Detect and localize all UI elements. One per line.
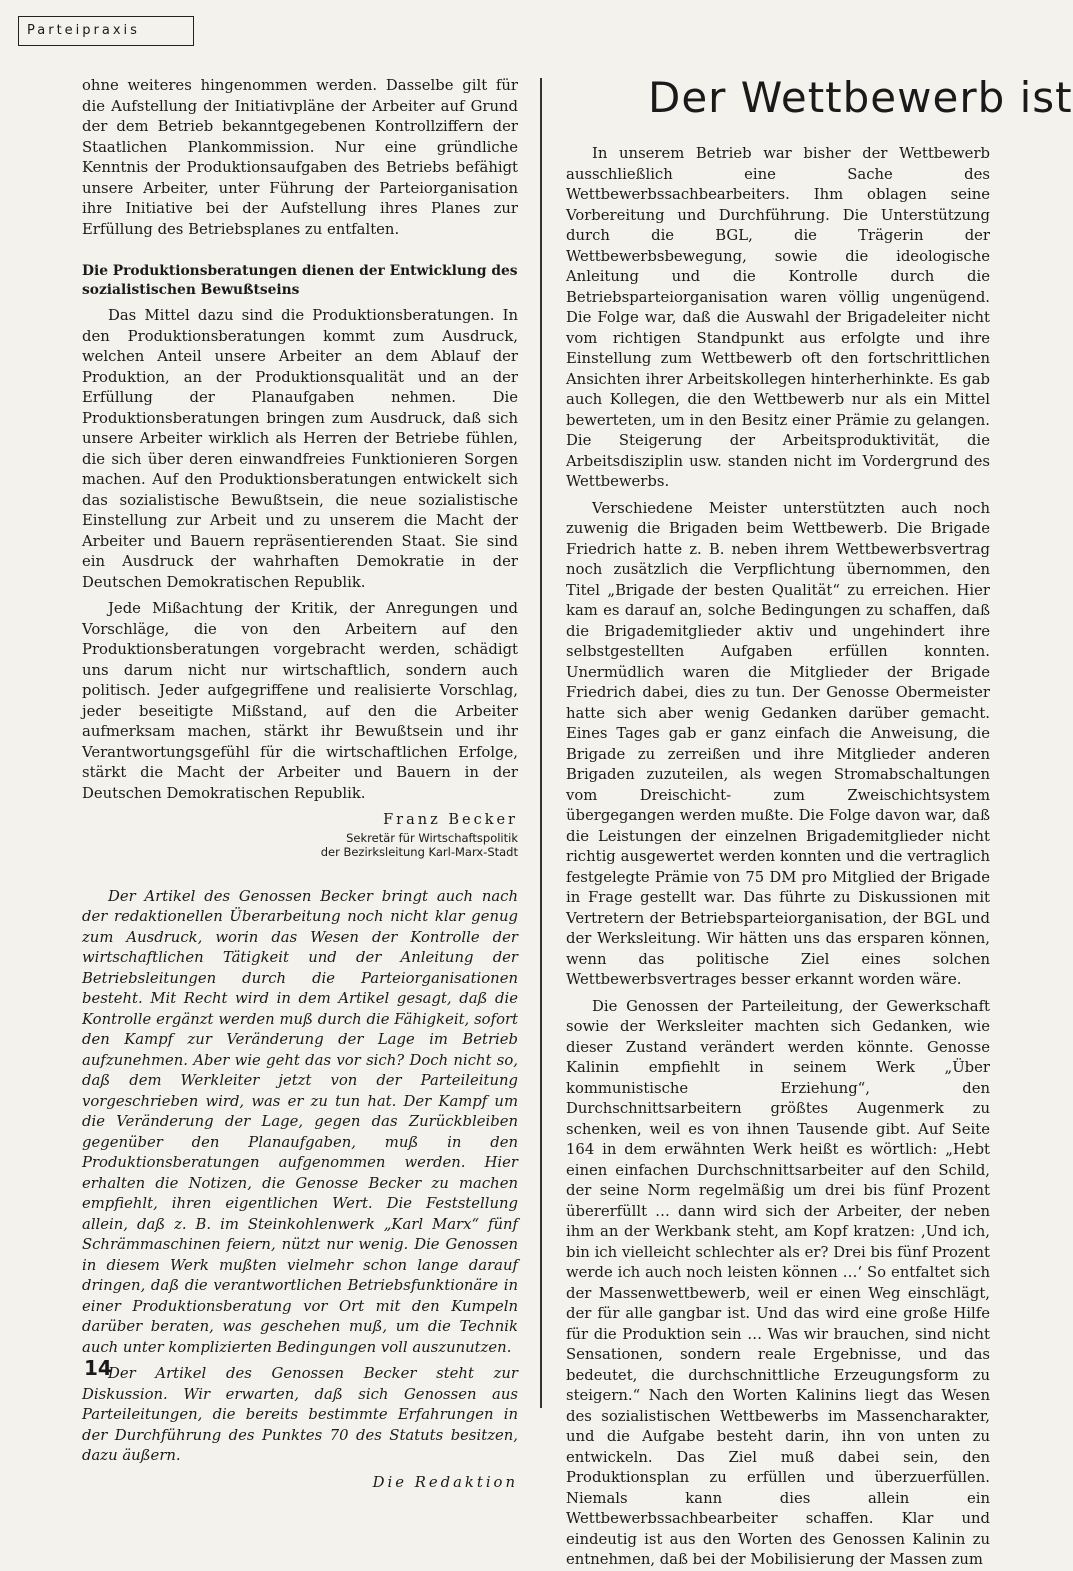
- editorial-signoff: Die Redaktion: [372, 1473, 518, 1491]
- body-paragraph: Verschiedene Meister unterstützten auch noch zuwenig die Brigaden beim Wettbewerb. Die Brigade Friedrich hatte z. B. neben ihrem Wettbewerbsvertrag noch zusätzlich die Verpflichtung übernommen, den Titel „Brigade der besten Qualität“ zu erreichen. Hier kam es darauf an, solche Bedingungen zu schaffen, daß die Brigademitglieder aktiv und ungehindert ihre selbstgestellten Aufgaben erfüllen konnten. Unermüdlich waren die Mitglieder der Brigade Friedrich dabei, dies zu tun. Der Genosse Obermeister hatte sich aber wenig Gedanken darüber gemacht. Eines Tages gab er ganz einfach die Anweisung, die Brigade zu zerreißen und ihre Mitglieder anderen Brigaden zuzuteilen, als wegen Stromabschaltungen vom Dreischicht- zum Zweischichtsystem übergegangen werden mußte. Die Folge davon war, daß die Leistungen der einzelnen Brigademitglieder nicht richtig ausgewertet werden konnten und die vertraglich festgelegte Prämie von 75 DM pro Mitglied der Brigade in Frage gestellt war. Das führte zu Diskussionen mit Vertretern der Betriebsparteiorganisation, der BGL und der Werksleitung. Wir hätten uns das ersparen können, wenn das politische Ziel eines solchen Wettbewerbsvertrages besser erkannt worden wäre.: [566, 499, 990, 988]
- left-column: [82, 76, 518, 1493]
- page-number: 14: [84, 1356, 112, 1380]
- section-header: Parteipraxis: [18, 16, 194, 46]
- editorial-note: [82, 887, 518, 1494]
- intro-paragraph: ohne weiteres hingenommen werden. Dasselbe gilt für die Aufstellung der Initiativpläne der Arbeiter auf Grund der dem Betrieb bekanntgegebenen Kontrollziffern der Staatlichen Plankommission. Nur eine gründliche Kenntnis der Produktionsaufgaben des Betriebs befähigt unsere Arbeiter, unter Führung der Parteiorganisation ihre Initiative bei der Aufstellung ihres Planes zur Erfüllung des Betriebsplanes zu entfalten.: [82, 77, 518, 238]
- column-divider: [540, 78, 542, 1408]
- body-paragraph: Die Genossen der Parteileitung, der Gewerkschaft sowie der Werksleiter machten sich Gedanken, wie dieser Zustand verändert werden könnte. Genosse Kalinin empfiehlt in seinem Werk „Über kommunistische Erziehung“, den Durchschnittsarbeitern größtes Augenmerk zu schenken, weil es von ihnen Tausende gibt. Auf Seite 164 in dem erwähnten Werk heißt es wörtlich: „Hebt einen einfachen Durchschnittsarbeiter auf den Schild, der seine Norm regelmäßig um drei bis fünf Prozent übererfüllt … dann wird sich der Arbeiter, der neben ihm an der Werkbank steht, am Kopf kratzen: ‚Und ich, bin ich vielleicht schlechter als er? Drei bis fünf Prozent werde ich auch noch leisten können …‘ So entfaltet sich der Massenwettbewerb, weil er einen Weg einschlägt, der für alle gangbar ist. Und das wird eine große Hilfe für die Produktion sein … Was wir brauchen, sind nicht Sensationen, sondern reale Ergebnisse, und das bedeutet, die durchschnittliche Erzeugungsform zu steigern.“ Nach den Worten Kalinins liegt das Wesen des sozialistischen Wettbewerbs im Massencharakter, und die Aufgabe besteht darin, ihn von unten zu entwickeln. Das Ziel muß dabei sein, den Produktionsplan zu erfüllen und überzuerfüllen. Niemals kann dies allein ein Wettbewerbssachbearbeiter schaffen. Klar und eindeutig ist aus den Worten des Genossen Kalinin zu entnehmen, daß bei der Mobilisierung der Massen zum: [566, 997, 990, 1568]
- section-subheading: Die Produktionsberatungen dienen der Entwicklung des sozialistischen Bewußtseins: [82, 263, 518, 298]
- body-paragraph: In unserem Betrieb war bisher der Wettbewerb ausschließlich eine Sache des Wettbewerbssachbearbeiters. Ihm oblagen seine Vorbereitung und Durchführung. Die Unterstützung durch die BGL, die Trägerin der Wettbewerbsbewegung, sowie die ideologische Anleitung und die Kontrolle durch die Betriebsparteiorganisation waren völlig ungenügend. Die Folge war, daß die Auswahl der Brigadeleiter nicht vom richtigen Standpunkt aus erfolgte und ihre Einstellung zum Wettbewerb oft den fortschrittlichen Ansichten ihrer Arbeitskollegen hinterherhinkte. Es gab auch Kollegen, die den Wettbewerb nur als ein Mittel bewerteten, um in den Besitz einer Prämie zu gelangen. Die Steigerung der Arbeitsproduktivität, die Arbeitsdisziplin usw. standen nicht im Vordergrund des Wettbewerbs.: [566, 145, 990, 490]
- editorial-paragraph: Der Artikel des Genossen Becker steht zur Diskussion. Wir erwarten, daß sich Genossen aus Parteileitungen, die bereits bestimmte Erfahrungen in der Durchführung des Punktes 70 des Statuts besitzen, dazu äußern.: [82, 1365, 518, 1464]
- article-headline: Der Wettbewerb ist: [648, 73, 1073, 122]
- author-role: Sekretär für Wirtschaftspolitik: [346, 830, 518, 845]
- author-name: Franz Becker: [383, 812, 518, 828]
- body-paragraph: Das Mittel dazu sind die Produktionsberatungen. In den Produktionsberatungen kommt zum Ausdruck, welchen Anteil unsere Arbeiter an dem Ablauf der Produktion, an der Produktionsqualität und an der Erfüllung der Planaufgaben nehmen. Die Produktionsberatungen bringen zum Ausdruck, daß sich unsere Arbeiter wirklich als Herren der Betriebe fühlen, die sich über deren einwandfreies Funktionieren Sorgen machen. Auf den Produktionsberatungen entwickelt sich das sozialistische Bewußtsein, die neue sozialistische Einstellung zur Arbeit und zu unserem die Macht der Arbeiter und Bauern repräsentierenden Staat. Sie sind ein Ausdruck der wahrhaften Demokratie in der Deutschen Demokratischen Republik.: [82, 307, 518, 591]
- body-paragraph: Jede Mißachtung der Kritik, der Anregungen und Vorschläge, die von den Arbeitern auf den Produktionsberatungen vorgebracht werden, schädigt uns darum nicht nur wirtschaftlich, sondern auch politisch. Jeder aufgegriffene und realisierte Vorschlag, jeder beseitigte Mißstand, auf den die Arbeiter aufmerksam machen, stärkt ihr Bewußtsein und ihr Verantwortungsgefühl für die wirtschaftlichen Erfolge, stärkt die Macht der Arbeiter und Bauern in der Deutschen Demokratischen Republik.: [82, 600, 518, 802]
- author-role: der Bezirksleitung Karl-Marx-Stadt: [320, 844, 518, 859]
- editorial-paragraph: Der Artikel des Genossen Becker bringt auch nach der redaktionellen Überarbeitung noch nicht klar genug zum Ausdruck, worin das Wesen der Kontrolle der wirtschaftlichen Tätigkeit und der Anleitung der Betriebsleitungen durch die Parteiorganisationen besteht. Mit Recht wird in dem Artikel gesagt, daß die Kontrolle ergänzt werden muß durch die Fähigkeit, sofort den Kampf zur Veränderung der Lage im Betrieb aufzunehmen. Aber wie geht das vor sich? Doch nicht so, daß dem Werkleiter jetzt von der Parteileitung vorgeschrieben wird, was er zu tun hat. Der Kampf um die Veränderung der Lage, gegen das Zurückbleiben gegenüber den Planaufgaben, muß in den Produktionsberatungen aufgenommen werden. Hier erhalten die Notizen, die Genosse Becker zu machen empfiehlt, ihren eigentlichen Wert. Die Feststellung allein, daß z. B. im Steinkohlenwerk „Karl Marx“ fünf Schrämmaschinen feiern, nützt nur wenig. Die Genossen in diesem Werk mußten vielmehr schon lange darauf dringen, daß die verantwortlichen Betriebsfunktionäre in einer Produktionsberatung vor Ort mit den Kumpeln darüber beraten, was geschehen muß, um die Technik auch unter komplizierten Bedingungen voll auszunutzen.: [82, 887, 518, 1356]
- right-column: [566, 144, 990, 1571]
